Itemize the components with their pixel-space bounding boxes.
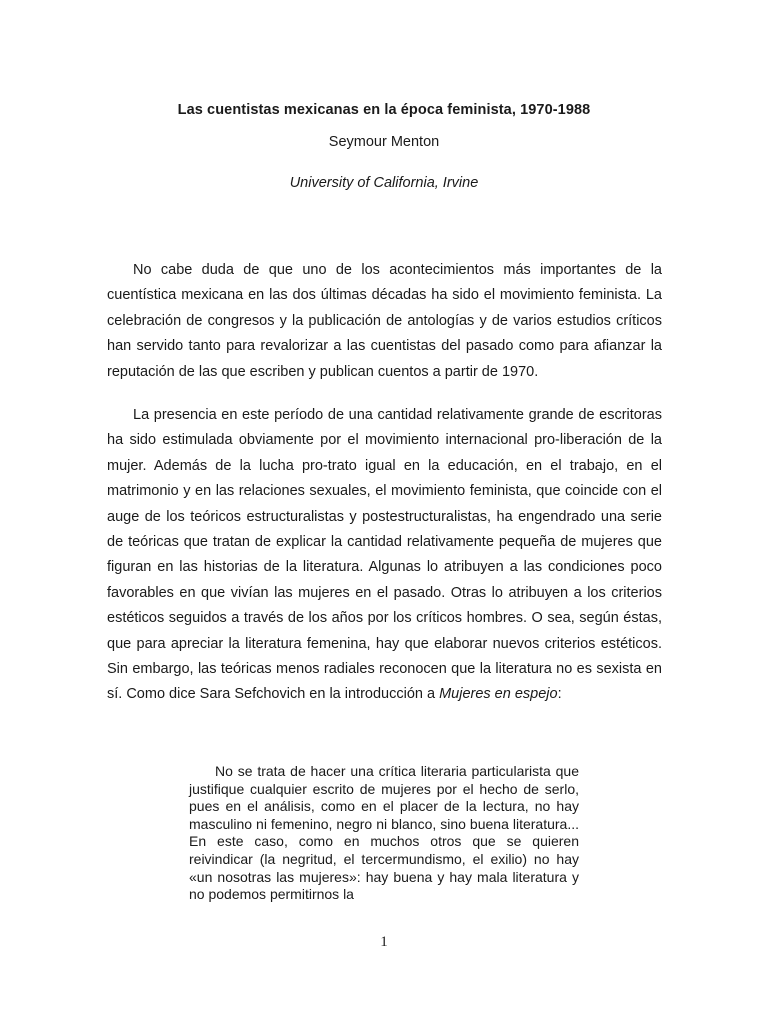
page-number: 1 <box>380 934 388 950</box>
paragraph-2-end: : <box>557 686 562 703</box>
paragraph-2 <box>107 403 662 708</box>
author-name: Seymour Menton <box>328 134 440 150</box>
paragraph-2-text: La presencia en este período de una cantidad relativamente grande de escritoras ha sido estimulada obviamente por el movimiento internacional pro-liberación de la mujer. Además de la lucha pro-trato igual en la educación, en el trabajo, en el matrimonio y en las relaciones sexuales, el movimiento feminista, que coincide con el auge de los teóricos estructuralistas y postestructuralistas, ha engendrado una serie de teóricas que tratan de explicar la cantidad relativamente pequeña de mujeres que figuran en las historias de la literatura. Algunas lo atribuyen a las condiciones poco favorables en que vivían las mujeres en el pasado. Otras lo atribuyen a los criterios estéticos seguidos a través de los años por los críticos hombres. O sea, según éstas, que para apreciar la literatura femenina, hay que elaborar nuevos criterios estéticos. Sin embargo, las teóricas menos radiales reconocen que la literatura no es sexista en sí. Como dice Sara Sefchovich en la introducción a <box>107 407 662 703</box>
book-title: Mujeres en espejo <box>439 686 558 703</box>
block-quote: No se trata de hacer una crítica literaria particularista que justifique cualquier escrito de mujeres por el hecho de serlo, pues en el análisis, como en el placer de la lectura, no hay masculino ni femenino, negro ni blanco, sino buena literatura... En este caso, como en muchos otros que se quieren reivindicar (la negritud, el tercermundismo, el exilio) no hay «un nosotras las mujeres»: hay buena y hay mala literatura y no podemos permitirnos la <box>189 763 579 903</box>
author-affiliation: University of California, Irvine <box>289 175 479 191</box>
paragraph-1: No cabe duda de que uno de los acontecimientos más importantes de la cuentística mexicana en las dos últimas décadas ha sido el movimiento feminista. La celebración de congresos y la publicación de antologías y de varios estudios críticos han servido tanto para revalorizar a las cuentistas del pasado como para afianzar la reputación de las que escriben y publican cuentos a partir de 1970. <box>107 262 662 380</box>
article-title: Las cuentistas mexicanas en la época feminista, 1970-1988 <box>177 102 591 118</box>
